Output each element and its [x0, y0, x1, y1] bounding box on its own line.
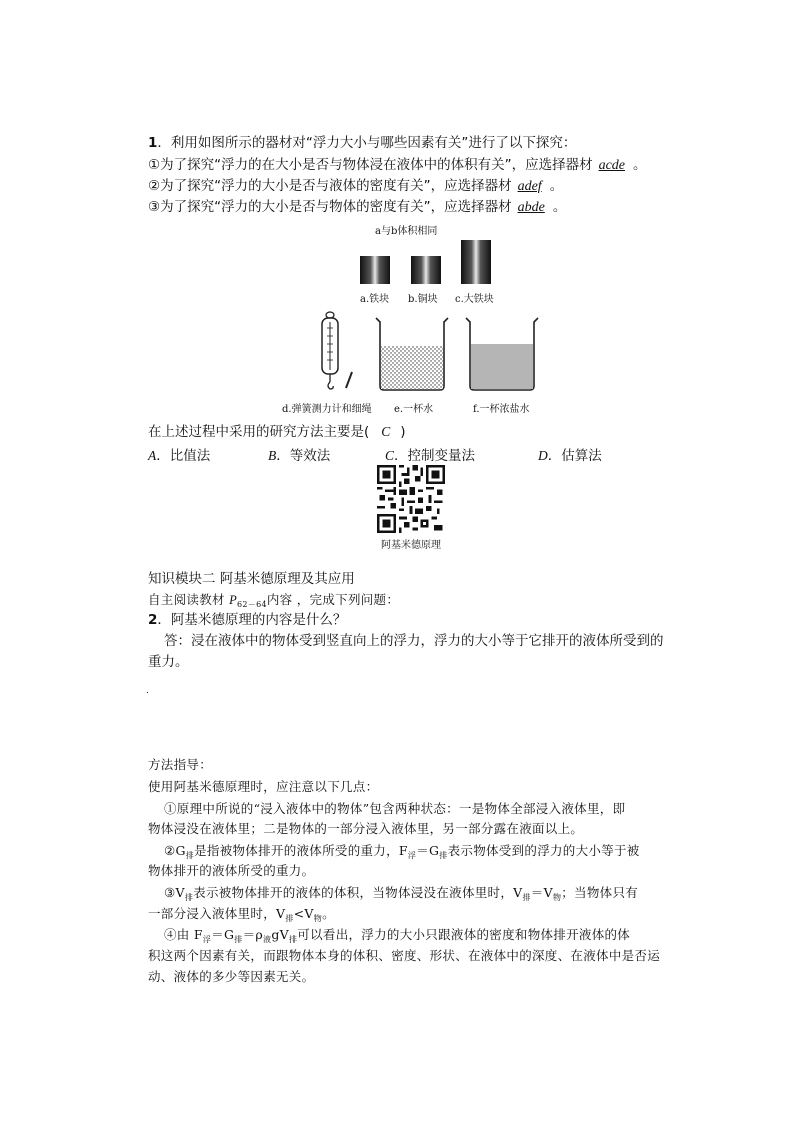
method-p3-line1	[164, 884, 638, 907]
option-c	[385, 444, 475, 464]
method-p1-line2: 物体浸没在液体里；二是物体的一部分浸入液体里，另一部分露在液面以上。	[148, 821, 584, 836]
stray-dot: .	[146, 686, 149, 696]
q1-item-1-suffix: 。	[633, 157, 647, 173]
iron-block-a	[360, 256, 390, 284]
reading-prefix: 自主阅读教材	[148, 592, 230, 607]
p2-seg4: 表示物体受到的浮力的大小等于被	[447, 843, 640, 858]
q2-answer-line2: 重力。	[148, 654, 189, 670]
q1-item-2-suffix: 。	[549, 178, 564, 194]
method-p2-line2: 物体排开的液体所受的重力。	[148, 863, 315, 878]
option-a-letter: A	[148, 448, 157, 463]
beaker-water-e	[376, 318, 448, 390]
beaker-saltwater-f	[466, 318, 538, 390]
p3-seg4: ；当物体只有	[561, 885, 639, 900]
reading-pages: 62－64	[237, 600, 267, 609]
p2-seg2: 是指被物体排开的液体所受的重力，F	[194, 843, 408, 858]
option-b-text: ．等效法	[276, 448, 331, 464]
label-f: f.一杯浓盐水	[473, 404, 530, 415]
figure-note: a与b体积相同	[375, 226, 438, 237]
option-c-letter: C	[385, 448, 395, 463]
p4-seg2: ＝G	[211, 927, 235, 942]
p4-seg4: gV	[271, 927, 289, 942]
p4-seg3: ＝ρ	[242, 927, 264, 942]
big-iron-block-c	[461, 240, 491, 284]
p3-seg1: ③V	[164, 885, 185, 900]
p4-sub4: 排	[288, 935, 298, 944]
q1-item-3-suffix: 。	[552, 199, 567, 215]
blocks-svg	[300, 218, 580, 418]
method-p4-line2: 积这两个因素有关，而跟物体本身的体积、密度、形状、在液体中的深度、在液体中是否运	[148, 948, 661, 963]
option-a	[148, 444, 210, 464]
p4-sub2: 排	[234, 935, 243, 944]
q1-stem-text: ．利用如图所示的器材对“浮力大小与哪些因素有关”进行了以下探究：	[157, 135, 577, 151]
method-p4-line3: 动、液体的多少等因素无关。	[148, 969, 315, 984]
option-c-text: ．控制变量法	[394, 448, 476, 464]
option-d	[538, 444, 602, 464]
p3-seg7: 。	[322, 906, 335, 921]
method-p1-line1: ①原理中所说的“浸入液体中的物体”包含两种状态：一是物体全部浸入液体里，即	[164, 801, 626, 816]
p3-seg6: <V	[293, 906, 314, 921]
p2-sub1: 排	[185, 851, 195, 860]
reading-suffix: 内容 ，完成下列问题：	[266, 592, 400, 607]
method-answer: C	[381, 424, 391, 439]
p2-seg1: ②G	[164, 843, 186, 858]
option-b-letter: B	[268, 448, 277, 463]
option-d-letter: D	[538, 448, 548, 463]
p3-sub2: 排	[522, 893, 531, 902]
p3-seg5: 一部分浸入液体里时，V	[148, 906, 286, 921]
p4-sub1: 浮	[202, 935, 212, 944]
qr-caption: 阿基米德原理	[381, 540, 441, 551]
p2-sub3: 排	[439, 851, 448, 860]
q1-item-2-answer: adef	[517, 179, 542, 194]
q1-item-2-text: ②为了探究“浮力的大小是否与液体的密度有关”，应选择器材	[148, 178, 512, 194]
p4-seg5: 可以看出，浮力的大小只跟液体的密度和物体排开液体的体	[297, 927, 631, 942]
p4-seg1: ④由 F	[164, 927, 203, 942]
label-b: b.铜块	[408, 294, 438, 305]
q1-stem	[148, 134, 576, 152]
method-close: )	[400, 424, 406, 440]
p2-sub2: 浮	[407, 851, 417, 860]
q1-item-1-answer: acde	[598, 158, 626, 173]
copper-block-b	[411, 256, 441, 284]
method-question-text: 在上述过程中采用的研究方法主要是(	[148, 424, 370, 440]
method-p4-line1	[164, 926, 630, 949]
reading-p: P	[229, 593, 238, 607]
p3-seg2: 表示被物体排开的液体的体积，当物体浸没在液体里时，V	[193, 885, 523, 900]
option-b	[268, 444, 330, 464]
p4-sub3: 液	[263, 935, 272, 944]
p3-sub4: 排	[285, 914, 294, 923]
p3-seg3: ＝V	[530, 885, 553, 900]
q1-item-2	[148, 177, 563, 196]
label-d: d.弹簧测力计和细绳	[282, 404, 372, 415]
q1-item-1-text: ①为了探究“浮力的在大小是否与物体浸在液体中的体积有关”，应选择器材	[148, 157, 593, 173]
qr-code	[377, 465, 445, 533]
p2-seg3: ＝G	[416, 843, 440, 858]
q1-number: 1	[148, 135, 158, 151]
q1-item-3-answer: abde	[517, 200, 545, 215]
p3-sub1: 排	[184, 893, 194, 902]
p3-sub3: 物	[552, 893, 562, 902]
q2-text: ．阿基米德原理的内容是什么？	[157, 612, 347, 628]
spring-scale-d	[322, 312, 352, 389]
q2-number: 2	[148, 612, 158, 628]
p3-sub5: 物	[313, 914, 323, 923]
q2-answer-line1: 答：浸在液体中的物体受到竖直向上的浮力，浮力的大小等于它排开的液体所受到的	[164, 633, 664, 649]
q1-item-3	[148, 198, 566, 217]
module2-title: 知识模块二 阿基米德原理及其应用	[148, 571, 355, 587]
method-question	[148, 423, 406, 441]
method-title: 方法指导：	[148, 757, 213, 772]
q1-item-3-text: ③为了探究“浮力的大小是否与物体的密度有关”，应选择器材	[148, 199, 512, 215]
option-a-text: ．比值法	[156, 448, 211, 464]
label-a: a.铁块	[360, 294, 390, 305]
label-c: c.大铁块	[455, 294, 494, 305]
option-d-text: ．估算法	[547, 448, 602, 464]
q2	[148, 611, 346, 629]
apparatus-figure	[282, 218, 580, 418]
method-p3-line2	[148, 905, 335, 928]
method-intro: 使用阿基米德原理时，应注意以下几点：	[148, 779, 379, 794]
label-e: e.一杯水	[394, 404, 434, 415]
q1-item-1	[148, 156, 647, 175]
